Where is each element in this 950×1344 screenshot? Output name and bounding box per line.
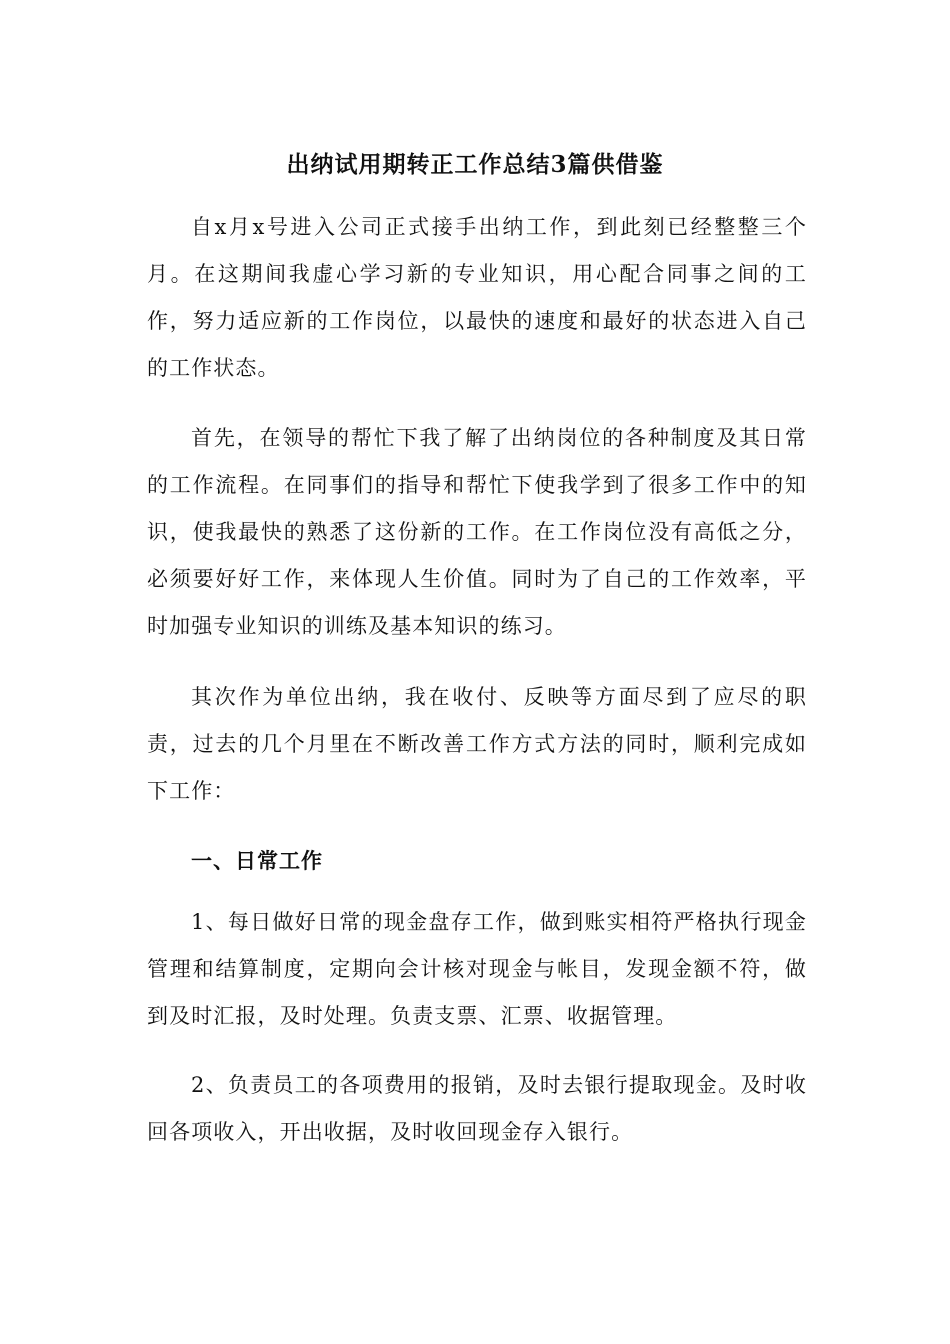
section-heading: 一、日常工作 <box>191 848 323 873</box>
paragraph-second: 其次作为单位出纳，我在收付、反映等方面尽到了应尽的职责，过去的几个月里在不断改善工作方式方法的同时，顺利完成如下工作： <box>147 685 807 803</box>
paragraph-intro: 自x月x号进入公司正式接手出纳工作，到此刻已经整整三个月。在这期间我虚心学习新的专业知识，用心配合同事之间的工作，努力适应新的工作岗位，以最快的速度和最好的状态进入自己的工作状态。 <box>147 215 807 380</box>
list-item-2: 2、负责员工的各项费用的报销，及时去银行提取现金。及时收回各项收入，开出收据，及时收回现金存入银行。 <box>147 1073 807 1144</box>
list-item-1: 1、每日做好日常的现金盘存工作，做到账实相符严格执行现金管理和结算制度，定期向会计核对现金与帐目，发现金额不符，做到及时汇报，及时处理。负责支票、汇票、收据管理。 <box>147 910 807 1028</box>
document-title: 出纳试用期转正工作总结3篇供借鉴 <box>286 151 664 178</box>
paragraph-first: 首先，在领导的帮忙下我了解了出纳岗位的各种制度及其日常的工作流程。在同事们的指导和帮忙下使我学到了很多工作中的知识，使我最快的熟悉了这份新的工作。在工作岗位没有高低之分，必须要好好工作，来体现人生价值。同时为了自己的工作效率，平时加强专业知识的训练及基本知识的练习。 <box>147 426 807 638</box>
